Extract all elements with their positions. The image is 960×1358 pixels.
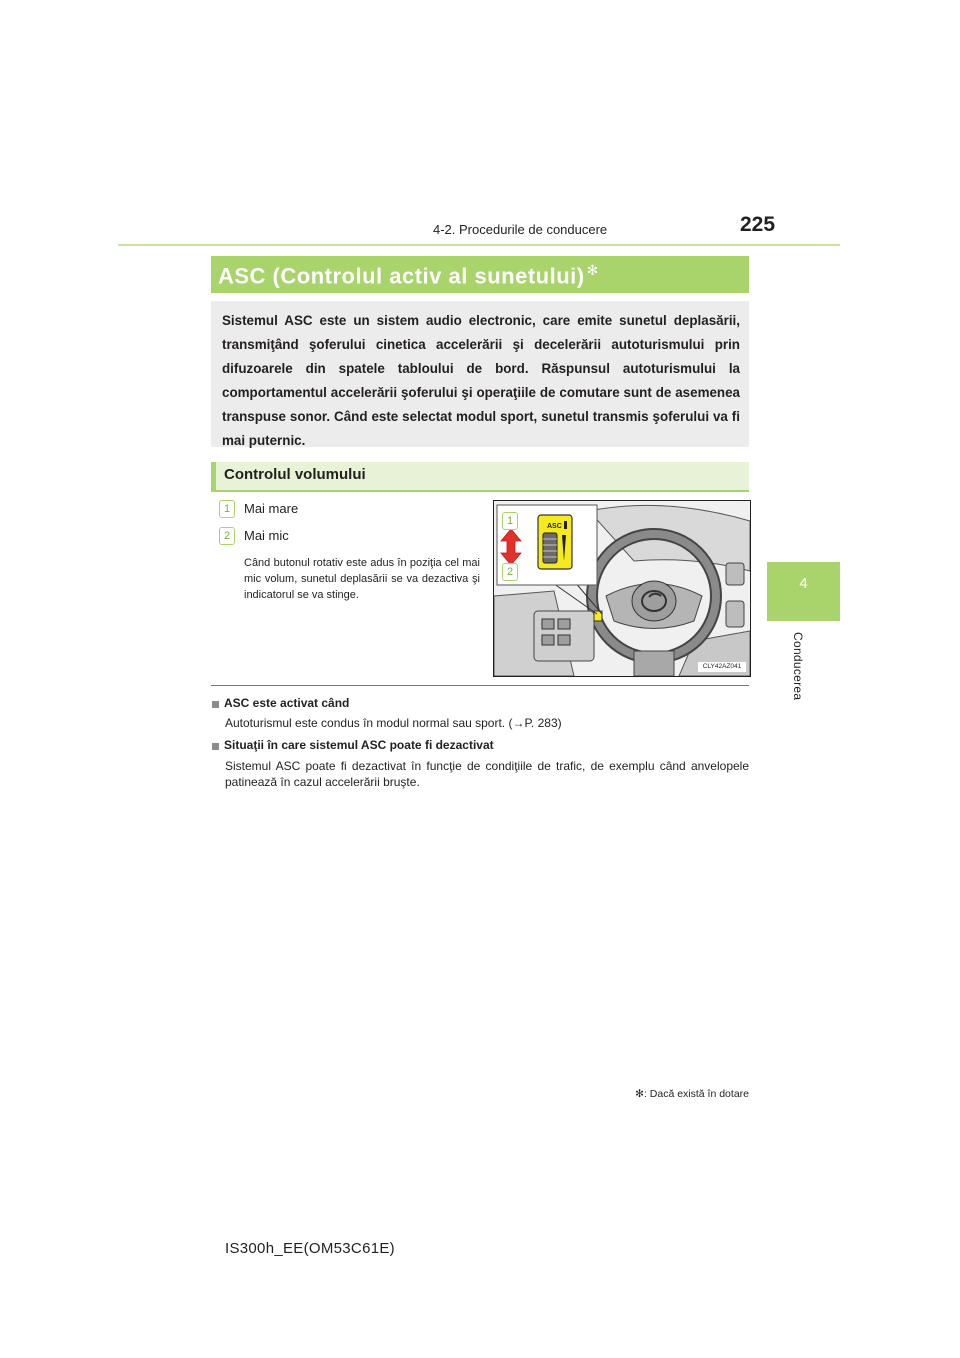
note-heading: ASC este activat când bbox=[224, 696, 350, 710]
note-body: Autoturismul este condus în modul normal sau sport. (→P. 283) bbox=[225, 716, 562, 730]
asterisk-icon: ✻ bbox=[586, 262, 599, 278]
subsection-title: Controlul volumului bbox=[224, 466, 366, 483]
item-label-quieter: Mai mic bbox=[244, 528, 289, 543]
section-header: 4-2. Procedurile de conducere bbox=[433, 222, 608, 237]
item-number-badge: 2 bbox=[219, 527, 235, 545]
callout-2: 2 bbox=[502, 563, 518, 581]
notes-divider bbox=[211, 685, 749, 686]
page-title-text: ASC (Controlul activ al sunetului) bbox=[218, 263, 585, 289]
item-number-badge: 1 bbox=[219, 500, 235, 518]
chapter-label: Conducerea bbox=[791, 632, 805, 701]
steering-wheel-drawing bbox=[494, 501, 750, 676]
footnote bbox=[560, 1088, 749, 1100]
note-body: Sistemul ASC poate fi dezactivat în funcţie de condiţiile de trafic, de exemplu când anvelopele patinează în cazul accelerării bruşte. bbox=[225, 759, 749, 789]
callout-1: 1 bbox=[502, 512, 518, 530]
svg-text:ASC: ASC bbox=[547, 523, 562, 530]
footnote-text: : Dacă există în dotare bbox=[643, 1088, 749, 1100]
page-number: 225 bbox=[740, 213, 776, 236]
asterisk-icon: ✻ bbox=[635, 1088, 644, 1100]
page-title bbox=[218, 262, 599, 289]
item-label-louder: Mai mare bbox=[244, 501, 299, 516]
item-note: Când butonul rotativ este adus în poziţia cel mai mic volum, sunetul deplasării se va dezactiva şi indicatorul se va stinge. bbox=[244, 557, 480, 601]
intro-paragraph: Sistemul ASC este un sistem audio electronic, care emite sunetul deplasării, transmiţând şoferului cinetica accelerării şi decelerării autoturismului prin difuzoarele din spatele tabloului de bord. Răspunsul autoturismului la comportamentul accelerării şoferului şi operaţiile de comutare sunt de asemenea transpuse sonor. Când este selectat modul sport, sunetul transmis şoferului va fi mai puternic. bbox=[222, 313, 740, 448]
subsection-accent bbox=[211, 462, 216, 492]
header-divider bbox=[118, 244, 840, 246]
square-bullet-icon bbox=[212, 701, 219, 708]
illustration-code: CLY42AZ041 bbox=[698, 662, 746, 672]
chapter-number: 4 bbox=[799, 575, 808, 592]
dashboard-illustration bbox=[493, 500, 751, 677]
manual-code: IS300h_EE(OM53C61E) bbox=[225, 1240, 395, 1257]
note-heading: Situaţii în care sistemul ASC poate fi dezactivat bbox=[224, 738, 494, 752]
square-bullet-icon bbox=[212, 743, 219, 750]
